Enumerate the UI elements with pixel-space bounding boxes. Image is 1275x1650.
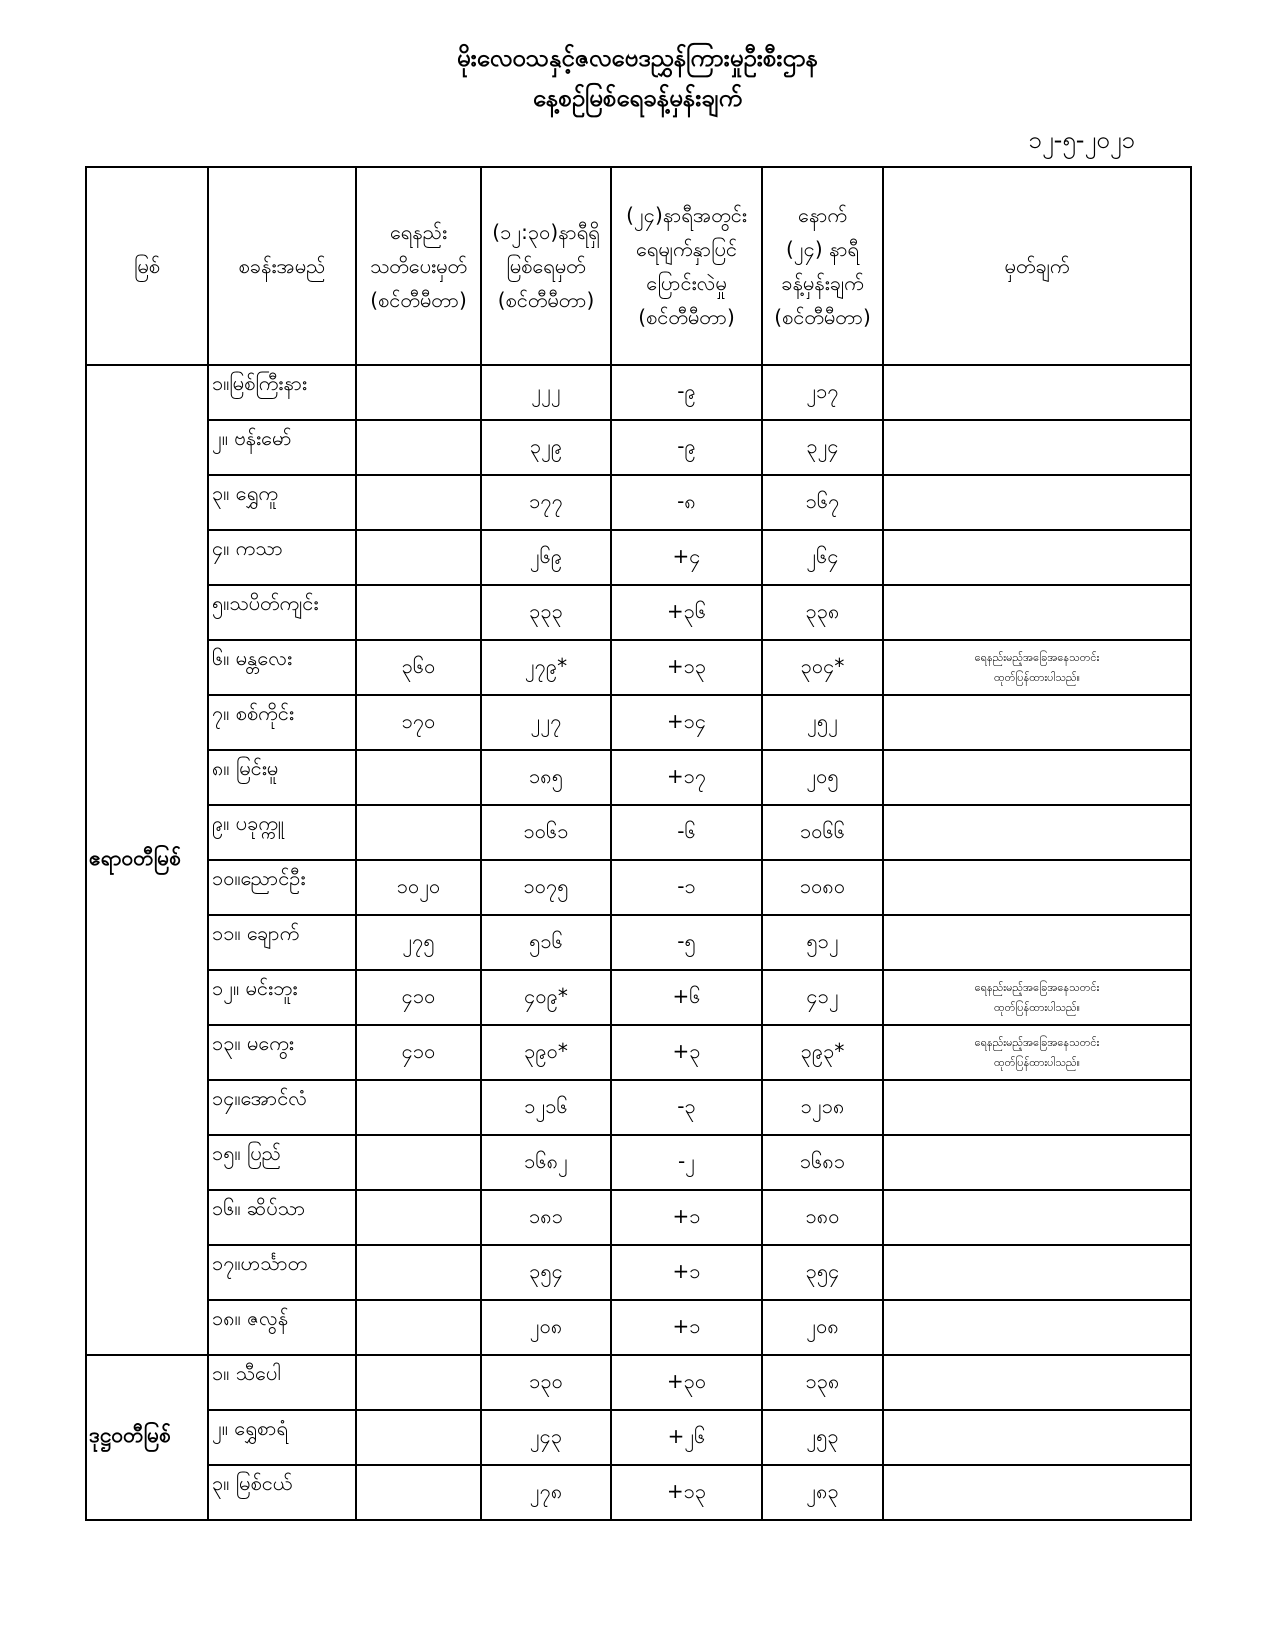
remark-cell — [883, 1135, 1191, 1190]
change-cell: -၅ — [611, 915, 762, 970]
remark-cell — [883, 1190, 1191, 1245]
danger-level-cell — [356, 585, 481, 640]
table-row — [86, 585, 1191, 640]
table-row — [86, 1025, 1191, 1080]
danger-level-cell: ၄၁၀ — [356, 1025, 481, 1080]
danger-level-cell — [356, 1080, 481, 1135]
remark-line: ရေနည်းမည့်အခြေအနေသတင်း — [974, 1035, 1100, 1049]
station-cell: ၁၈။ ဇလွန် — [208, 1300, 356, 1355]
forecast-cell: ၂၅၂ — [762, 695, 883, 750]
station-cell: ၃။ ရွှေကူ — [208, 475, 356, 530]
col-header-danger-level: ရေနည်း သတိပေးမှတ် (စင်တီမီတာ) — [356, 167, 481, 365]
station-cell: ၅။သပိတ်ကျင်း — [208, 585, 356, 640]
observed-level-cell: ၁၈၅ — [481, 750, 611, 805]
table-row — [86, 1080, 1191, 1135]
forecast-cell: ၁၈၀ — [762, 1190, 883, 1245]
observed-level-cell: ၄၀၉* — [481, 970, 611, 1025]
station-cell: ၁၃။ မကွေး — [208, 1025, 356, 1080]
observed-level-cell: ၂၄၃ — [481, 1410, 611, 1465]
table-row — [86, 365, 1191, 420]
observed-level-cell: ၁၇၇ — [481, 475, 611, 530]
remark-line: ထုတ်ပြန်ထားပါသည်။ — [994, 670, 1080, 684]
table-row — [86, 1355, 1191, 1410]
remark-cell — [883, 1080, 1191, 1135]
observed-level-cell: ၁၈၁ — [481, 1190, 611, 1245]
forecast-cell: ၁၃၈ — [762, 1355, 883, 1410]
remark-cell — [883, 1465, 1191, 1520]
change-cell: +၁ — [611, 1245, 762, 1300]
change-cell: +၁၇ — [611, 750, 762, 805]
change-cell: +၃ — [611, 1025, 762, 1080]
forecast-cell: ၁၀၆၆ — [762, 805, 883, 860]
change-cell: +၁၃ — [611, 1465, 762, 1520]
report-date: ၁၂-၅-၂၀၂၁ — [1028, 126, 1135, 154]
table-row — [86, 420, 1191, 475]
table-row — [86, 915, 1191, 970]
remark-cell — [883, 365, 1191, 420]
observed-level-cell: ၂၇၉* — [481, 640, 611, 695]
table-row — [86, 750, 1191, 805]
remark-line: ရေနည်းမည့်အခြေအနေသတင်း — [974, 650, 1100, 664]
danger-level-cell — [356, 530, 481, 585]
change-cell: +၁၃ — [611, 640, 762, 695]
danger-level-cell — [356, 1410, 481, 1465]
observed-level-cell: ၂၇၈ — [481, 1465, 611, 1520]
remark-cell — [883, 695, 1191, 750]
danger-level-cell — [356, 805, 481, 860]
page-title: မိုးလေဝသနှင့်ဇလဗေဒညွှန်ကြားမှုဦးစီးဌာန — [456, 44, 819, 72]
station-cell: ၉။ ပခုက္ကူ — [208, 805, 356, 860]
observed-level-cell: ၂၆၉ — [481, 530, 611, 585]
observed-level-cell: ၁၀၇၅ — [481, 860, 611, 915]
remark-cell — [883, 1025, 1191, 1080]
remark-cell — [883, 1355, 1191, 1410]
station-cell: ၈။ မြင်းမူ — [208, 750, 356, 805]
danger-level-cell: ၁၀၂၀ — [356, 860, 481, 915]
change-cell: -၈ — [611, 475, 762, 530]
table-row — [86, 530, 1191, 585]
remark-cell — [883, 530, 1191, 585]
change-cell: -၉ — [611, 365, 762, 420]
remark-cell — [883, 860, 1191, 915]
observed-level-cell: ၃၃၃ — [481, 585, 611, 640]
forecast-cell: ၂၀၈ — [762, 1300, 883, 1355]
danger-level-cell — [356, 1190, 481, 1245]
remark-cell — [883, 970, 1191, 1025]
table-header-row — [86, 167, 1191, 365]
river-level-table — [85, 166, 1192, 1521]
col-header-observed-level: (၁၂:၃၀)နာရီရှိ မြစ်ရေမှတ် (စင်တီမီတာ) — [481, 167, 611, 365]
change-cell: -၂ — [611, 1135, 762, 1190]
observed-level-cell: ၃၉၀* — [481, 1025, 611, 1080]
forecast-cell: ၃၂၄ — [762, 420, 883, 475]
danger-level-cell — [356, 1135, 481, 1190]
station-cell: ၃။ မြစ်ငယ် — [208, 1465, 356, 1520]
station-cell: ၁၂။ မင်းဘူး — [208, 970, 356, 1025]
table-row — [86, 860, 1191, 915]
change-cell: +၁၄ — [611, 695, 762, 750]
remark-line: ထုတ်ပြန်ထားပါသည်။ — [994, 1055, 1080, 1069]
col-header-remark: မှတ်ချက် — [883, 167, 1191, 365]
col-header-24h-change: (၂၄)နာရီအတွင်း ရေမျက်နှာပြင် ပြောင်းလဲမှု (စင်တီမီတာ) — [611, 167, 762, 365]
table-row — [86, 1190, 1191, 1245]
change-cell: -၃ — [611, 1080, 762, 1135]
forecast-cell: ၁၂၁၈ — [762, 1080, 883, 1135]
station-cell: ၁၀။ညောင်ဦး — [208, 860, 356, 915]
danger-level-cell — [356, 1465, 481, 1520]
danger-level-cell: ၄၁၀ — [356, 970, 481, 1025]
forecast-cell: ၃၅၄ — [762, 1245, 883, 1300]
table-body — [86, 365, 1191, 1520]
change-cell: +၃၀ — [611, 1355, 762, 1410]
station-cell: ၁။မြစ်ကြီးနား — [208, 365, 356, 420]
table-row — [86, 1465, 1191, 1520]
forecast-cell: ၂၆၄ — [762, 530, 883, 585]
danger-level-cell — [356, 420, 481, 475]
danger-level-cell — [356, 1300, 481, 1355]
forecast-cell: ၂၅၃ — [762, 1410, 883, 1465]
danger-level-cell: ၃၆၀ — [356, 640, 481, 695]
remark-cell — [883, 805, 1191, 860]
observed-level-cell: ၃၂၉ — [481, 420, 611, 475]
forecast-cell: ၃၃၈ — [762, 585, 883, 640]
remark-cell — [883, 1410, 1191, 1465]
change-cell: +၆ — [611, 970, 762, 1025]
forecast-cell: ၁၀၈၀ — [762, 860, 883, 915]
remark-line: ထုတ်ပြန်ထားပါသည်။ — [994, 1000, 1080, 1014]
observed-level-cell: ၅၁၆ — [481, 915, 611, 970]
station-cell: ၁၆။ ဆိပ်သာ — [208, 1190, 356, 1245]
station-cell: ၂။ ဗန်းမော် — [208, 420, 356, 475]
observed-level-cell: ၃၅၄ — [481, 1245, 611, 1300]
change-cell: +၂၆ — [611, 1410, 762, 1465]
forecast-cell: ၂၀၅ — [762, 750, 883, 805]
table-row — [86, 1300, 1191, 1355]
observed-level-cell: ၁၆၈၂ — [481, 1135, 611, 1190]
forecast-cell: ၅၁၂ — [762, 915, 883, 970]
col-header-station: စခန်းအမည် — [208, 167, 356, 365]
change-cell: +၁ — [611, 1300, 762, 1355]
table-row — [86, 1410, 1191, 1465]
change-cell: +၄ — [611, 530, 762, 585]
change-cell: +၁ — [611, 1190, 762, 1245]
station-cell: ၇။ စစ်ကိုင်း — [208, 695, 356, 750]
col-header-forecast: နောက် (၂၄) နာရီ ခန့်မှန်းချက် (စင်တီမီတာ) — [762, 167, 883, 365]
remark-cell — [883, 640, 1191, 695]
station-cell: ၁၄။အောင်လံ — [208, 1080, 356, 1135]
station-cell: ၄။ ကသာ — [208, 530, 356, 585]
danger-level-cell: ၁၇၀ — [356, 695, 481, 750]
remark-cell — [883, 1245, 1191, 1300]
forecast-cell: ၂၈၃ — [762, 1465, 883, 1520]
change-cell: -၉ — [611, 420, 762, 475]
danger-level-cell — [356, 750, 481, 805]
change-cell: +၃၆ — [611, 585, 762, 640]
danger-level-cell — [356, 365, 481, 420]
table-row — [86, 695, 1191, 750]
observed-level-cell: ၁၀၆၁ — [481, 805, 611, 860]
table-row — [86, 1135, 1191, 1190]
forecast-cell: ၂၁၇ — [762, 365, 883, 420]
station-cell: ၁၁။ ချောက် — [208, 915, 356, 970]
remark-line: ရေနည်းမည့်အခြေအနေသတင်း — [974, 980, 1100, 994]
change-cell: -၆ — [611, 805, 762, 860]
station-cell: ၆။ မန္တလေး — [208, 640, 356, 695]
forecast-cell: ၁၆၈၁ — [762, 1135, 883, 1190]
forecast-cell: ၃၀၄* — [762, 640, 883, 695]
remark-cell — [883, 750, 1191, 805]
remark-cell — [883, 1300, 1191, 1355]
page-subtitle: နေ့စဉ်မြစ်ရေခန့်မှန်းချက် — [532, 84, 743, 112]
observed-level-cell: ၂၂၇ — [481, 695, 611, 750]
forecast-cell: ၁၆၇ — [762, 475, 883, 530]
danger-level-cell: ၂၇၅ — [356, 915, 481, 970]
observed-level-cell: ၁၃၀ — [481, 1355, 611, 1410]
observed-level-cell: ၂၂၂ — [481, 365, 611, 420]
table-row — [86, 1245, 1191, 1300]
remark-cell — [883, 475, 1191, 530]
remark-cell — [883, 585, 1191, 640]
danger-level-cell — [356, 1245, 481, 1300]
forecast-cell: ၃၉၃* — [762, 1025, 883, 1080]
river-name-cell: ဧရာဝတီမြစ် — [86, 365, 208, 1355]
table-row — [86, 640, 1191, 695]
observed-level-cell: ၂၀၈ — [481, 1300, 611, 1355]
station-cell: ၁၇။ဟင်္သာတ — [208, 1245, 356, 1300]
danger-level-cell — [356, 1355, 481, 1410]
table-row — [86, 475, 1191, 530]
station-cell: ၁၅။ ပြည် — [208, 1135, 356, 1190]
table-row — [86, 970, 1191, 1025]
observed-level-cell: ၁၂၁၆ — [481, 1080, 611, 1135]
danger-level-cell — [356, 475, 481, 530]
remark-cell — [883, 915, 1191, 970]
station-cell: ၂။ ရွှေစာရံ — [208, 1410, 356, 1465]
col-header-river: မြစ် — [86, 167, 208, 365]
forecast-cell: ၄၁၂ — [762, 970, 883, 1025]
table-row — [86, 805, 1191, 860]
change-cell: -၁ — [611, 860, 762, 915]
river-name-cell: ဒုဋ္ဌဝတီမြစ် — [86, 1355, 208, 1520]
station-cell: ၁။ သီပေါ — [208, 1355, 356, 1410]
remark-cell — [883, 420, 1191, 475]
